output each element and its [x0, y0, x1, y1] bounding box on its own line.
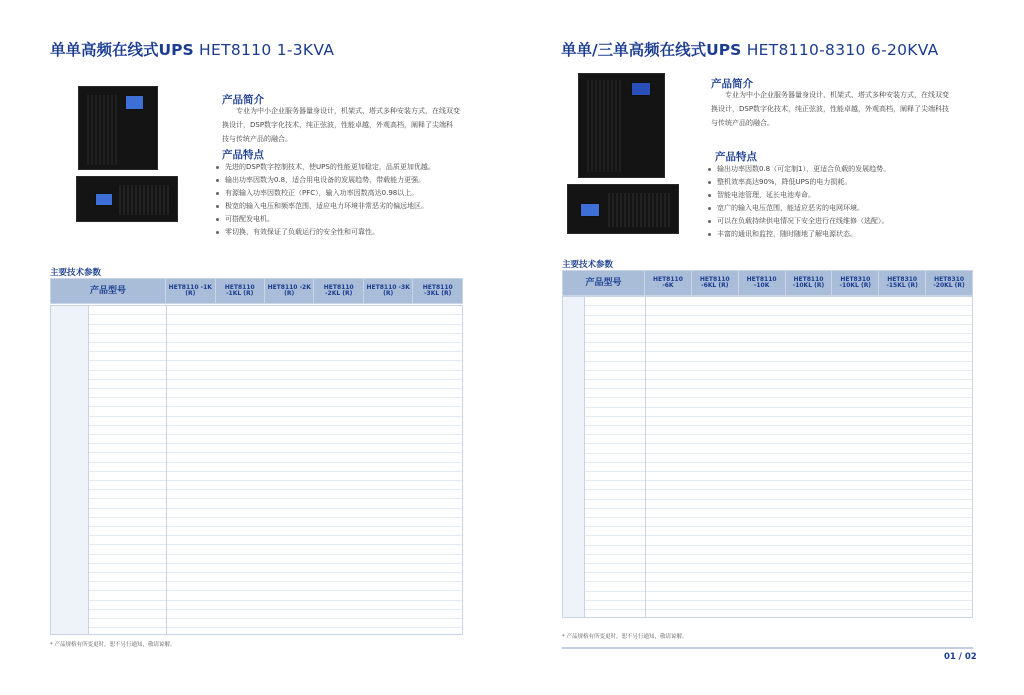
left-feature-item: 有源输入功率因数校正（PFC），输入功率因数高达0.98以上。 [215, 187, 435, 200]
page-number: 01 / 02 [944, 652, 977, 662]
left-intro-text: 专业为中小企业服务器量身设计，机架式、塔式多种安装方式，在线双变换设计，DSP数字化技术，纯正弦波，性能卓越，外观高档，阐释了尖端科技与传统产品的融合。 [222, 107, 460, 143]
right-rack-ups-image [567, 184, 679, 234]
right-col-header: HET8310 -15KL (R) [879, 271, 926, 296]
right-table-body [562, 296, 973, 618]
right-table-header-row [563, 271, 973, 296]
left-feature-item: 先进的DSP数字控制技术，使UPS的性能更加稳定，品质更加优越。 [215, 161, 435, 174]
right-col-header: HET8110 -10K [738, 271, 785, 296]
left-col-header: HET8110 -3KL (R) [413, 279, 463, 304]
right-intro-text: 专业为中小企业服务器量身设计，机架式、塔式多种安装方式，在线双变换设计，DSP数字化技术，纯正弦波，性能卓越，外观高档，阐释了尖端科技与传统产品的融合。 [711, 91, 950, 127]
right-feature-item: 智能电池管理，延长电池寿命。 [707, 189, 890, 202]
left-col-header: HET8110 -1KL (R) [215, 279, 264, 304]
right-features-heading: 产品特点 [715, 151, 757, 163]
left-title-cn: 单单高频在线式UPS [50, 41, 194, 59]
right-footnote: * 产品规格有所变更时，恕不另行通知，敬请谅解。 [562, 634, 688, 640]
left-feature-item: 零切换，有效保证了负载运行的安全性和可靠性。 [215, 226, 435, 239]
left-title-model: HET8110 1-3KVA [199, 41, 335, 59]
left-footnote: * 产品规格有所变更时，恕不另行通知，敬请谅解。 [50, 642, 176, 648]
right-col-header: HET8110 -6K [645, 271, 692, 296]
right-table-heading: 主要技术参数 [562, 260, 614, 270]
right-feature-item: 宽广的输入电压范围，能适应恶劣的电网环境。 [707, 202, 890, 215]
right-feature-item: 丰富的通讯和监控，随时随地了解电源状态。 [707, 228, 890, 241]
right-feature-item: 输出功率因数0.8（可定制1），更适合负载的发展趋势。 [707, 163, 890, 176]
right-title-cn: 单单/三单高频在线式UPS [561, 41, 742, 59]
left-tower-ups-image [78, 86, 158, 170]
right-col-header: HET8310 -20KL (R) [926, 271, 973, 296]
left-intro-heading: 产品简介 [222, 94, 264, 106]
left-features-heading: 产品特点 [222, 149, 264, 161]
left-col-header: HET8110 -1K (R) [166, 279, 215, 304]
right-tower-ups-image [578, 73, 665, 178]
right-header-model: 产品型号 [563, 271, 645, 296]
left-header-model: 产品型号 [51, 279, 166, 304]
left-feature-item: 输出功率因数为0.8，适合用电设备的发展趋势，带载能力更强。 [215, 174, 435, 187]
left-title [50, 38, 334, 60]
right-col-header: HET8310 -10KL (R) [832, 271, 879, 296]
left-table-body [50, 305, 463, 635]
left-col-header: HET8110 -2K (R) [264, 279, 313, 304]
right-col-header: HET8110 -10KL (R) [785, 271, 832, 296]
left-col-header: HET8110 -3K (R) [363, 279, 412, 304]
left-table-header-row [51, 279, 463, 304]
right-col-header: HET8110 -6KL (R) [691, 271, 738, 296]
bottom-rule [562, 647, 973, 649]
right-feature-list [707, 163, 890, 241]
right-title-model: HET8110-8310 6-20KVA [746, 41, 939, 59]
left-table-heading: 主要技术参数 [50, 268, 102, 278]
right-title [561, 38, 939, 60]
left-feature-item: 极宽的输入电压和频率范围，适应电力环境非常恶劣的偏远地区。 [215, 200, 435, 213]
right-spec-table [562, 270, 973, 296]
right-intro-heading: 产品简介 [711, 78, 753, 90]
left-col-header: HET8110 -2KL (R) [314, 279, 363, 304]
left-feature-list [215, 161, 435, 239]
right-feature-item: 可以在负载持续供电情况下安全进行在线维修（选配）。 [707, 215, 890, 228]
left-feature-item: 可搭配发电机。 [215, 213, 435, 226]
right-feature-item: 整机效率高达90%，降低UPS的电力损耗。 [707, 176, 890, 189]
left-spec-table [50, 278, 463, 304]
left-rack-ups-image [76, 176, 178, 222]
